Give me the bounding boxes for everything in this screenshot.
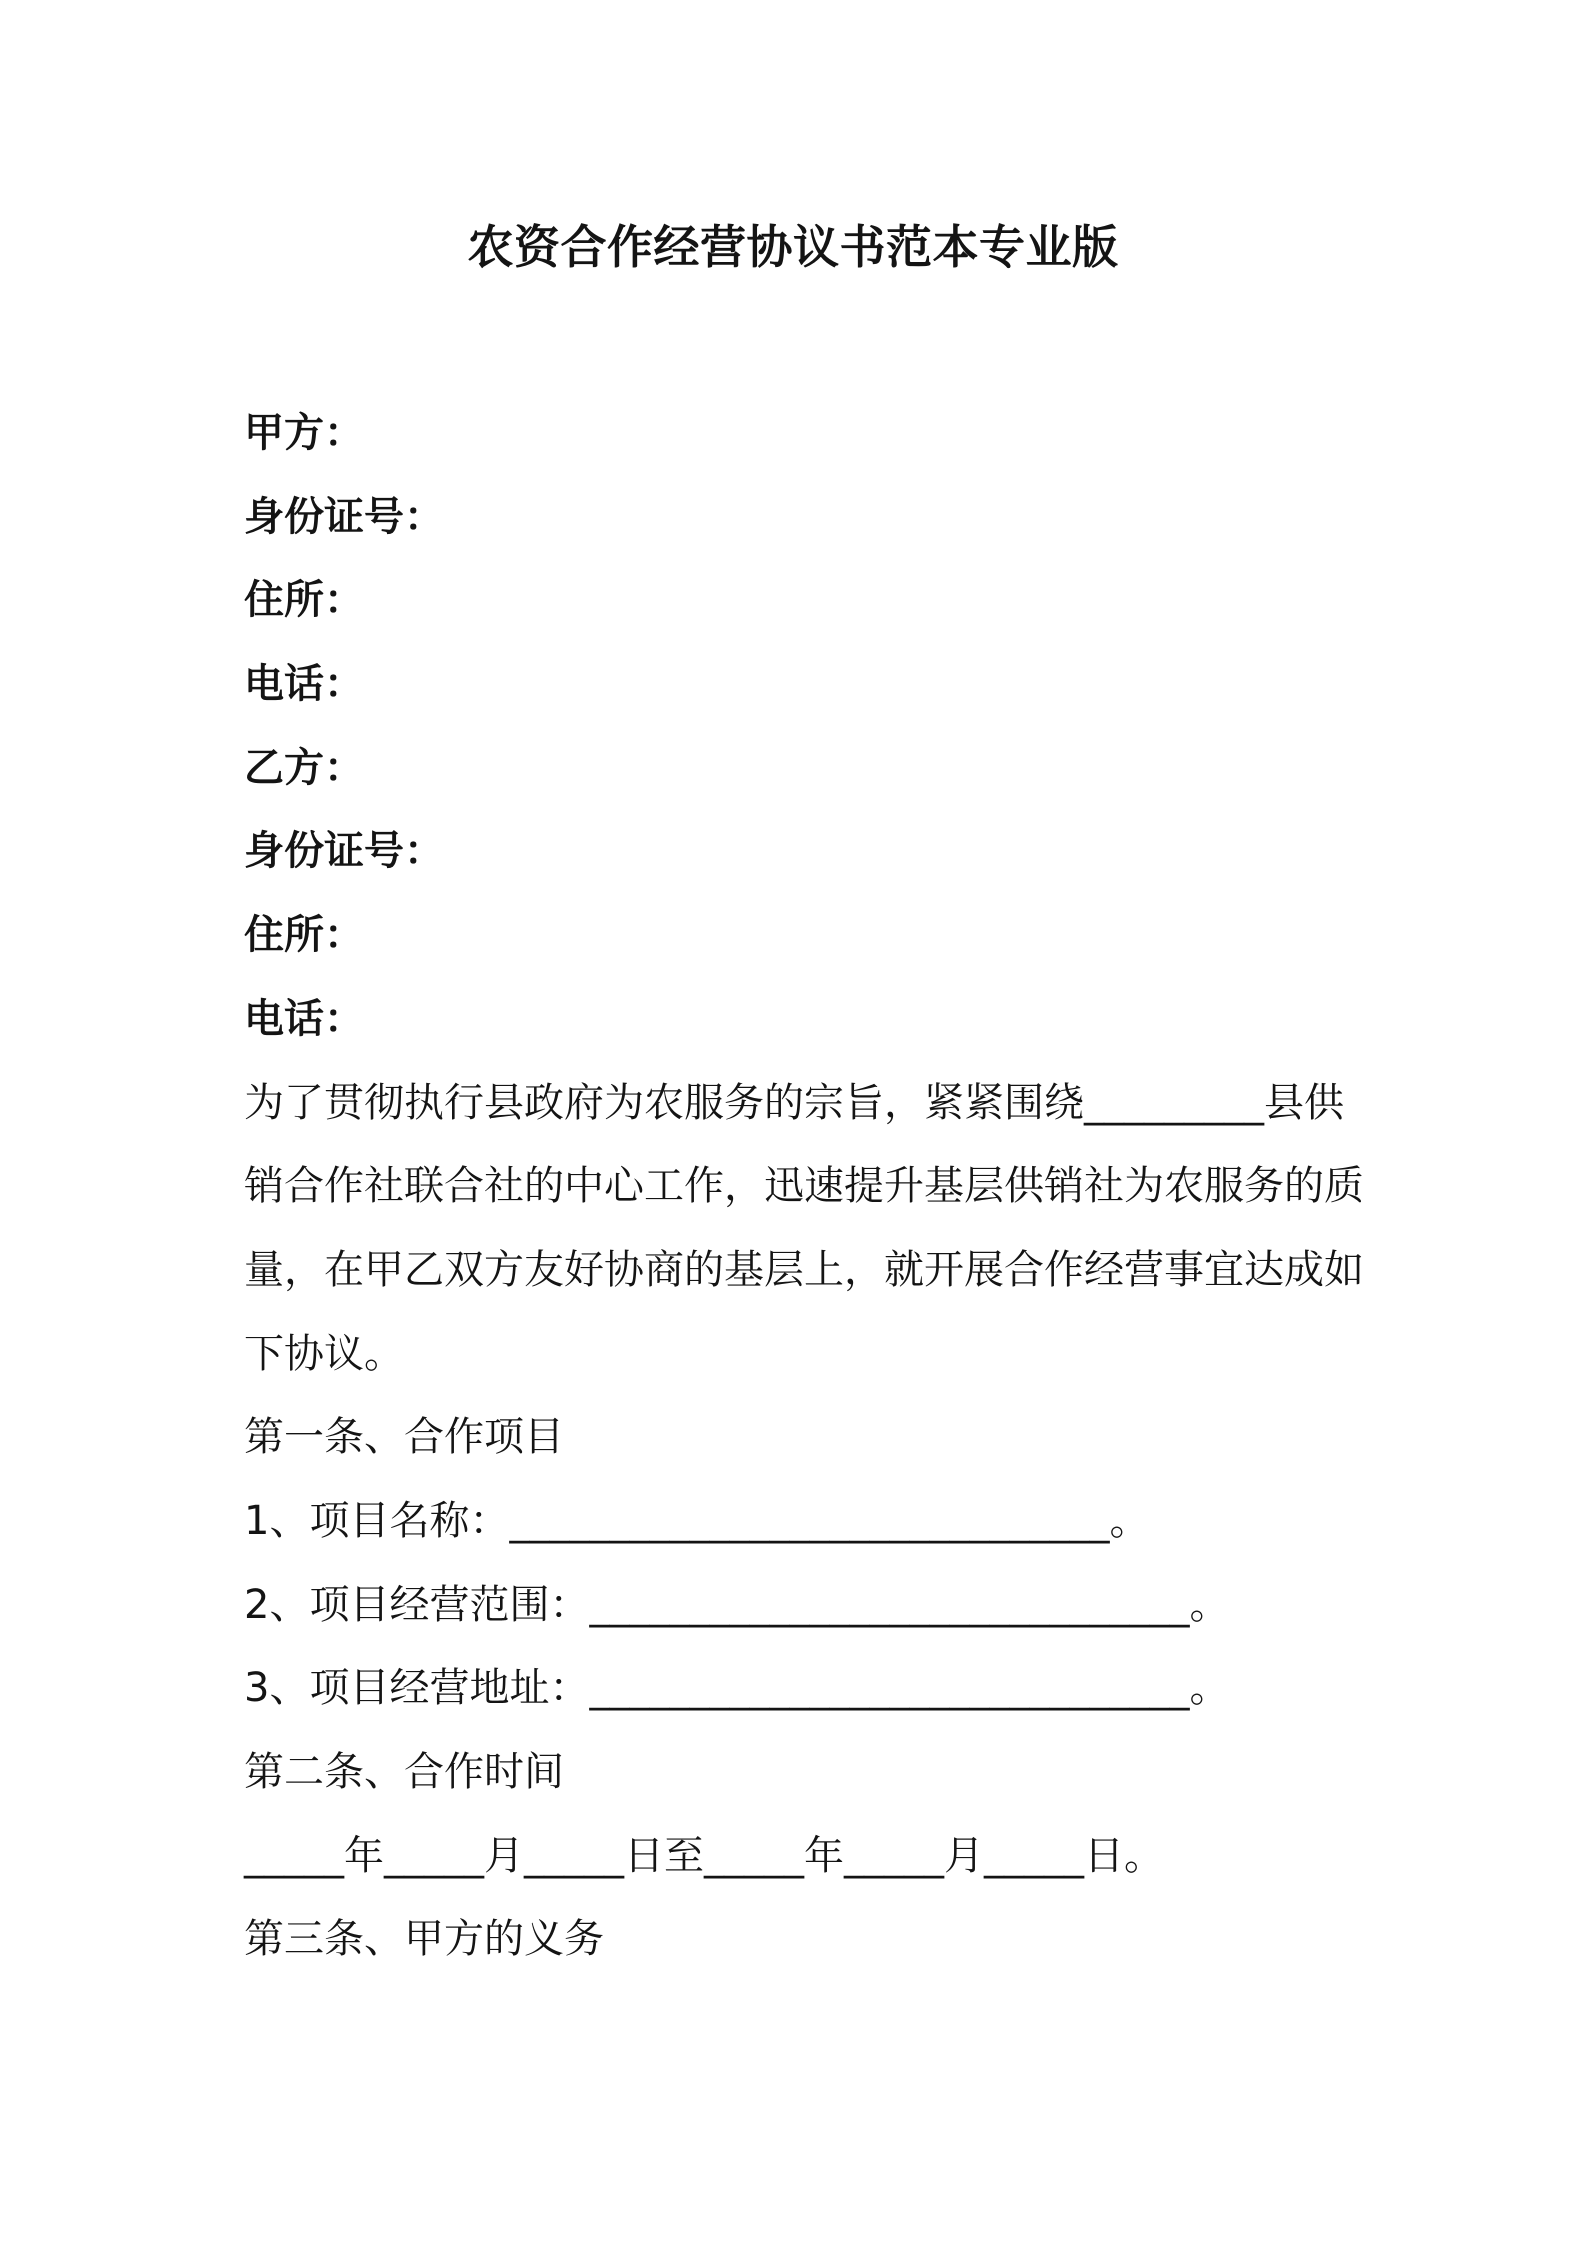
document-title: 农资合作经营协议书范本专业版 — [467, 220, 1119, 274]
article-1-heading: 第一条、合作项目 — [244, 1414, 564, 1461]
article-3-heading: 第三条、甲方的义务 — [244, 1916, 604, 1963]
party-a-address-label: 住所： — [244, 577, 364, 624]
article-1-item-business-scope: 2、项目经营范围：______________________________。 — [244, 1581, 1230, 1628]
article-2-date-line: _____年_____月_____日至_____年_____月_____日。 — [244, 1832, 1164, 1879]
preamble-paragraph — [244, 1062, 1394, 1397]
party-b-id-label: 身份证号： — [244, 828, 444, 875]
preamble-line: 量，在甲乙双方友好协商的基层上，就开展合作经营事宜达成如 — [244, 1246, 1364, 1293]
article-3-section — [244, 1898, 1394, 1982]
article-1-item-business-address: 3、项目经营地址：______________________________。 — [244, 1665, 1230, 1712]
article-1-section — [244, 1396, 1394, 1731]
party-a-phone-label: 电话： — [244, 661, 364, 708]
party-b-name-label: 乙方： — [244, 744, 364, 791]
article-2-heading: 第二条、合作时间 — [244, 1749, 564, 1795]
preamble-line: 销合作社联合社的中心工作，迅速提升基层供销社为农服务的质 — [244, 1163, 1364, 1210]
article-1-item-project-name: 1、项目名称：______________________________。 — [244, 1497, 1150, 1544]
document-body — [244, 392, 1394, 1982]
article-2-section — [244, 1731, 1394, 1898]
preamble-line: 下协议。 — [244, 1330, 404, 1377]
party-b-address-label: 住所： — [244, 912, 364, 959]
party-a-id-label: 身份证号： — [244, 493, 444, 540]
party-a-name-label: 甲方： — [244, 410, 364, 456]
preamble-line: 为了贯彻执行县政府为农服务的宗旨，紧紧围绕_________县供 — [244, 1079, 1344, 1126]
party-b-phone-label: 电话： — [244, 995, 364, 1042]
